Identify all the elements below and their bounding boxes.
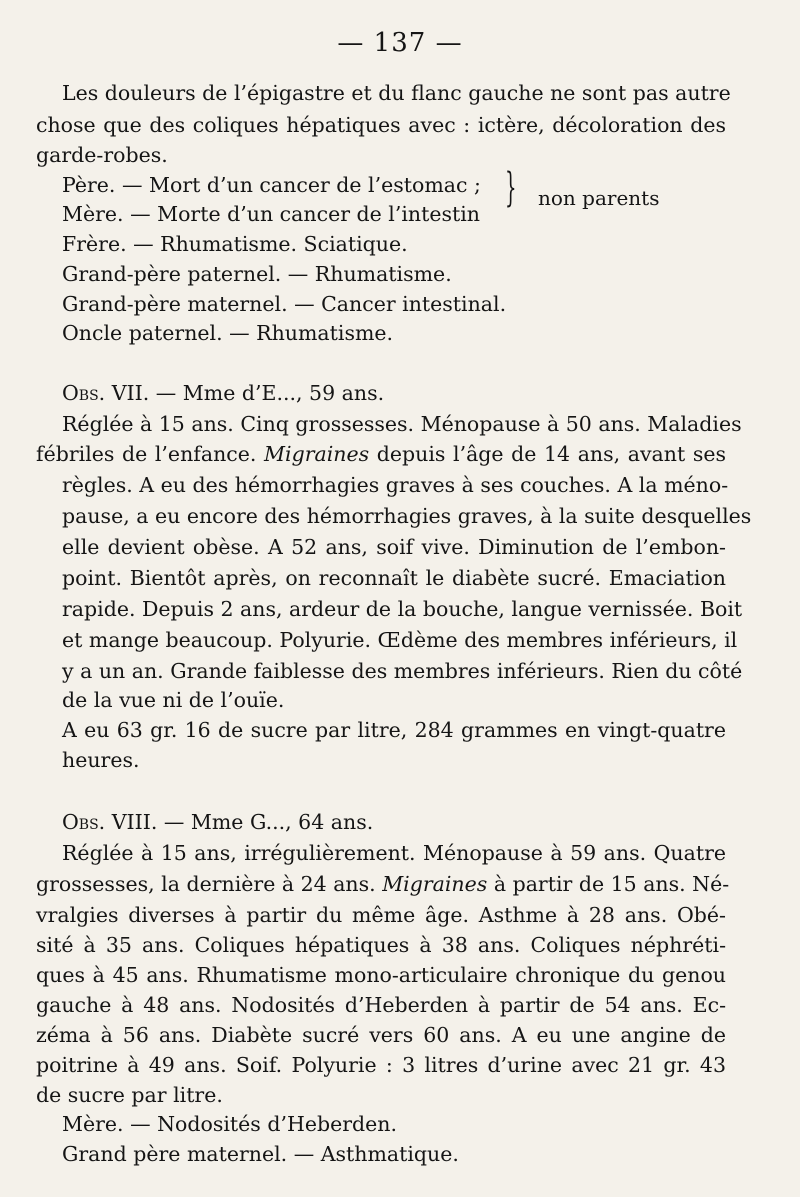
text-line	[36, 869, 730, 899]
text-fragment: depuis l’âge de 14 ans, avant ses	[376, 442, 726, 466]
text-fragment: grossesses, la dernière à 24 ans.	[36, 872, 376, 896]
text-line: Réglée à 15 ans, irrégulièrement. Ménopause à 59 ans. Quatre	[62, 841, 726, 865]
family-mere: Mère. — Nodosités d’Heberden.	[62, 1112, 398, 1136]
non-parents-note: non parents	[538, 186, 660, 210]
text-line: y a un an. Grande faiblesse des membres inférieurs. Rien du côté	[62, 659, 743, 683]
obs8-label: Obs. VIII.	[62, 810, 158, 834]
family-pere: Père. — Mort d’un cancer de l’estomac ;	[62, 173, 481, 197]
text-line: zéma à 56 ans. Diabète sucré vers 60 ans. A eu une angine de	[36, 1023, 726, 1047]
family-gp-paternel: Grand-père paternel. — Rhumatisme.	[62, 262, 452, 286]
text-line: heures.	[62, 748, 140, 772]
family-gp-maternel: Grand-père maternel. — Cancer intestinal.	[62, 292, 507, 316]
obs8-header: — Mme G..., 64 ans.	[157, 810, 374, 834]
text-fragment: fébriles de l’enfance.	[36, 442, 257, 466]
page-number: — 137 —	[337, 28, 463, 58]
family-gp-maternel: Grand père maternel. — Asthmatique.	[62, 1142, 459, 1166]
text-line	[36, 439, 726, 469]
text-line: chose que des coliques hépatiques avec : ictère, décoloration des	[36, 113, 726, 137]
text-line: point. Bientôt après, on reconnaît le diabète sucré. Emaciation	[62, 566, 726, 590]
obs7-heading	[62, 378, 726, 408]
text-line: pause, a eu encore des hémorrhagies graves, à la suite desquelles	[62, 504, 752, 528]
text-line: Réglée à 15 ans. Cinq grossesses. Ménopause à 50 ans. Maladies	[62, 412, 742, 436]
text-line: garde-robes.	[36, 143, 168, 167]
migraines-italic: Migraines	[264, 442, 370, 466]
text-line: A eu 63 gr. 16 de sucre par litre, 284 grammes en vingt-quatre	[62, 718, 726, 742]
brace: }	[505, 165, 517, 211]
text-line: rapide. Depuis 2 ans, ardeur de la bouche, langue vernissée. Boit	[62, 597, 743, 621]
obs7-header: — Mme d’E..., 59 ans.	[149, 381, 385, 405]
family-mere: Mère. — Morte d’un cancer de l’intestin	[62, 202, 481, 226]
obs7-label: Obs. VII.	[62, 381, 150, 405]
text-line: poitrine à 49 ans. Soif. Polyurie : 3 litres d’urine avec 21 gr. 43	[36, 1053, 726, 1077]
text-line: Les douleurs de l’épigastre et du flanc gauche ne sont pas autre	[62, 81, 731, 105]
obs8-heading	[62, 807, 726, 837]
text-line: vralgies diverses à partir du même âge. Asthme à 28 ans. Obé-	[36, 903, 726, 927]
text-line: sité à 35 ans. Coliques hépatiques à 38 ans. Coliques néphréti-	[36, 933, 726, 957]
family-oncle: Oncle paternel. — Rhumatisme.	[62, 321, 394, 345]
family-frere: Frère. — Rhumatisme. Sciatique.	[62, 232, 408, 256]
text-line: règles. A eu des hémorrhagies graves à ses couches. A la méno-	[62, 473, 729, 497]
migraines-italic: Migraines	[382, 872, 488, 896]
text-fragment: à partir de 15 ans. Né-	[493, 872, 730, 896]
text-line: de sucre par litre.	[36, 1083, 223, 1107]
text-line: elle devient obèse. A 52 ans, soif vive. Diminution de l’embon-	[62, 535, 726, 559]
text-line: de la vue ni de l’ouïe.	[62, 688, 285, 712]
text-line: ques à 45 ans. Rhumatisme mono-articulaire chronique du genou	[36, 963, 726, 987]
text-line: gauche à 48 ans. Nodosités d’Heberden à partir de 54 ans. Ec-	[36, 993, 726, 1017]
text-line: et mange beaucoup. Polyurie. Œdème des membres inférieurs, il	[62, 628, 738, 652]
